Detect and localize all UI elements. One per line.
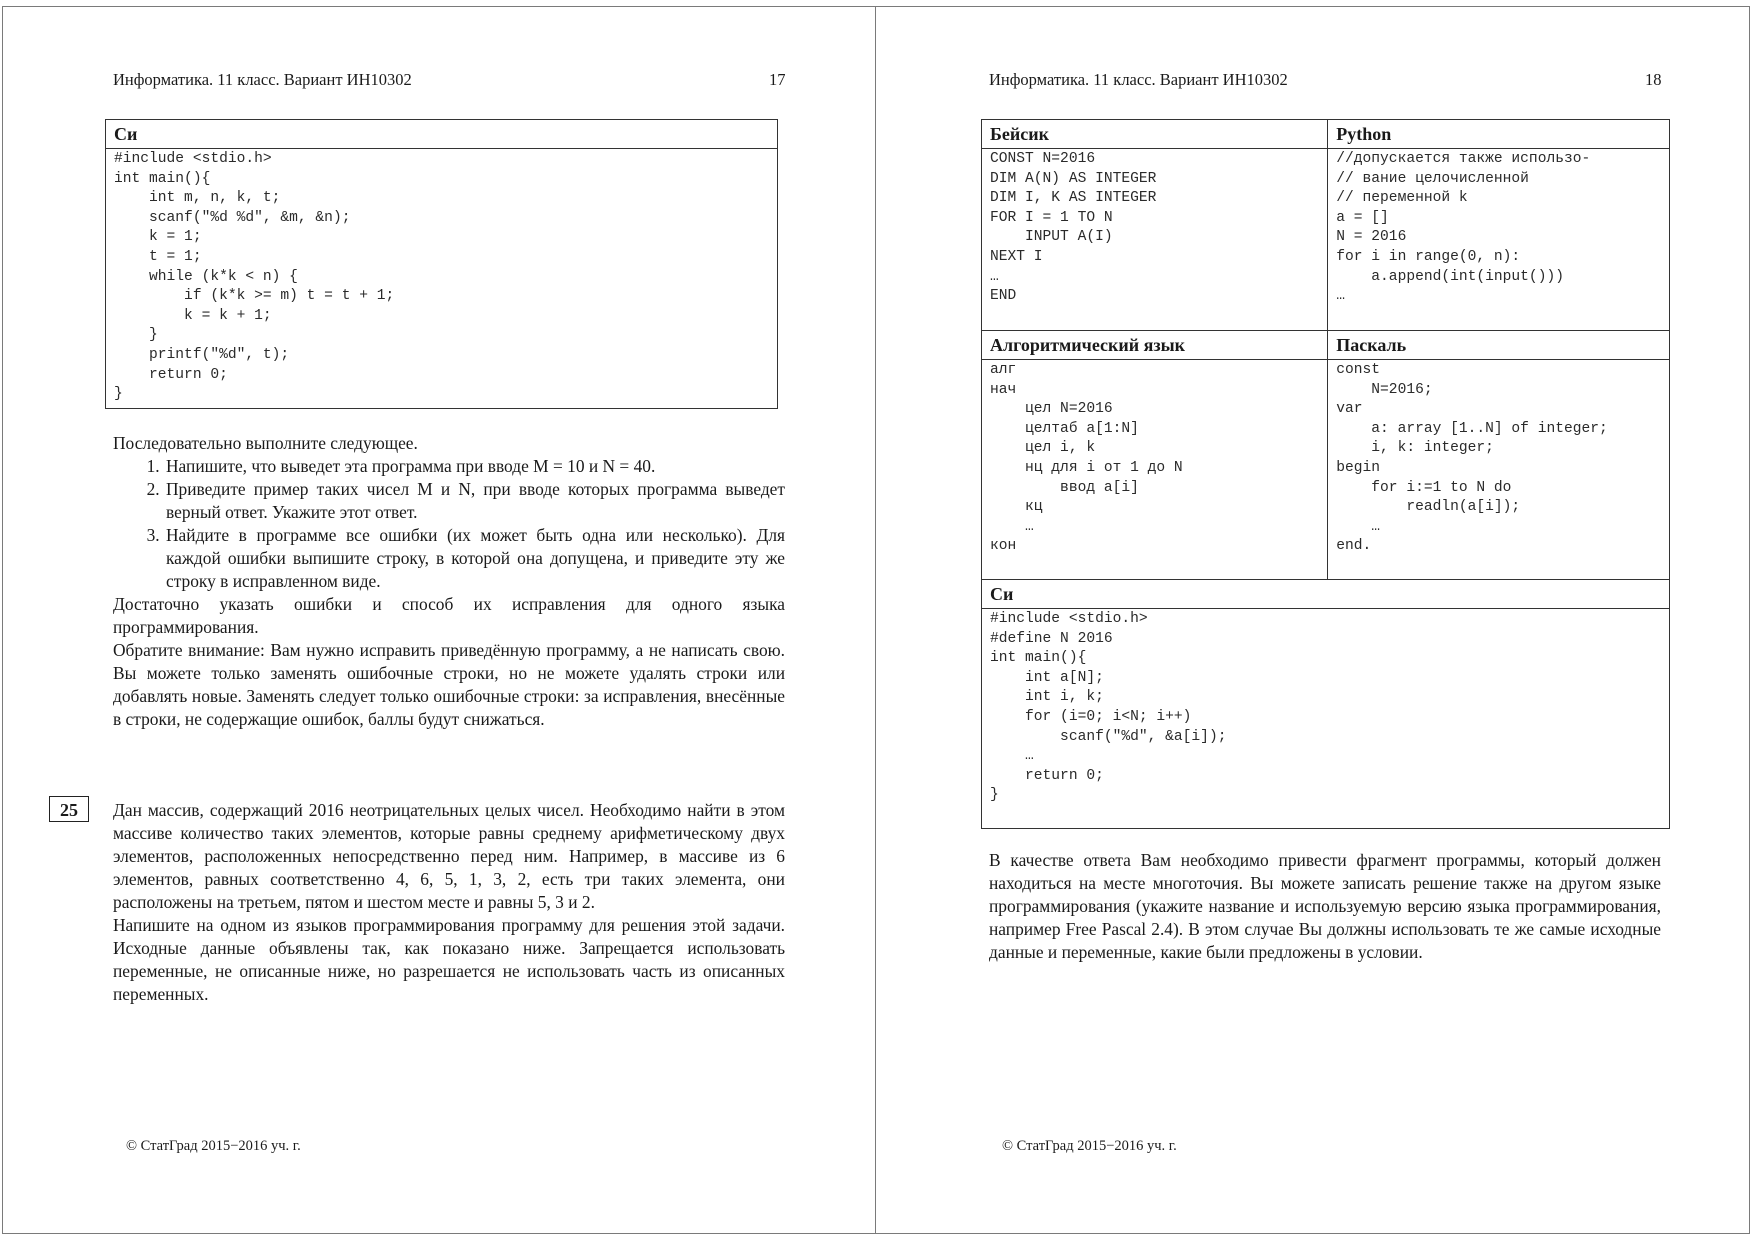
pascal-title: Паскаль <box>1328 331 1670 360</box>
paragraph: Напишите на одном из языков программирования программу для решения этой задачи. Исходные данные объявлены так, как показано ниже. Запрещается использовать переменные, не описанные ниже, но разрешается не использовать часть из описанных переменных. <box>113 915 785 1004</box>
paragraph: Обратите внимание: Вам нужно исправить приведённую программу, а не написать свою. Вы можете только заменять ошибочные строки, но не можете удалять строки или добавлять новые. Заменять следует только ошибочные строки: за исправления, внесённые в строки, не содержащие ошибок, баллы будут снижаться. <box>113 640 785 729</box>
task-list <box>113 455 785 593</box>
page-footer: © СтатГрад 2015−2016 уч. г. <box>126 1138 301 1154</box>
task-item: 3. Найдите в программе все ошибки (их может быть одна или несколько). Для каждой ошибки выпишите строку, в которой она допущена, и приведите эту же строку в исправленном виде. <box>164 524 785 593</box>
basic-code: CONST N=2016 DIM A(N) AS INTEGER DIM I, K AS INTEGER FOR I = 1 TO N INPUT A(I) NEXT I … END <box>990 151 1157 305</box>
task-item: 1. Напишите, что выведет эта программа при вводе M = 10 и N = 40. <box>164 455 785 478</box>
c-code: #include <stdio.h> int main(){ int m, n, k, t; scanf("%d %d", &m, &n); k = 1; t = 1; while (k*k < n) { if (k*k >= m) t = t + 1; k = k + 1; } printf("%d", t); return 0; } <box>114 151 395 403</box>
intro-text: Последовательно выполните следующее. <box>113 433 418 453</box>
left-page <box>0 0 875 1239</box>
c-title: Си <box>982 580 1670 609</box>
task-24-instructions <box>113 432 785 731</box>
page-header: Информатика. 11 класс. Вариант ИН10302 <box>113 70 412 89</box>
python-code: //допускается также использо- // вание целочисленной // переменной k a = [] N = 2016 for i in range(0, n): a.append(int(input())) … <box>1336 151 1591 305</box>
algo-code: алг нач цел N=2016 целтаб a[1:N] цел i, k нц для i от 1 до N ввод a[i] кц … кон <box>990 362 1183 555</box>
pascal-code: const N=2016; var a: array [1..N] of integer; i, k: integer; begin for i:=1 to N do readln(a[i]); … end. <box>1336 362 1608 555</box>
answer-instructions: В качестве ответа Вам необходимо привести фрагмент программы, который должен находиться на месте многоточия. Вы можете записать решение также на другом языке программирования (укажите название и используемую версию языка программирования, например Free Pascal 2.4). В этом случае Вы должны использовать те же самые исходные данные и переменные, какие были предложены в условии. <box>989 850 1661 962</box>
language-code-table <box>981 119 1670 829</box>
python-title: Python <box>1328 120 1670 149</box>
algo-title: Алгоритмический язык <box>982 331 1328 360</box>
task-item: 2. Приведите пример таких чисел M и N, при вводе которых программа выведет верный ответ. Укажите этот ответ. <box>164 478 785 524</box>
page-number: 17 <box>769 70 786 89</box>
basic-title: Бейсик <box>982 120 1328 149</box>
c-code: #include <stdio.h> #define N 2016 int main(){ int a[N]; int i, k; for (i=0; i<N; i++) scanf("%d", &a[i]); … return 0; } <box>990 611 1227 804</box>
page-header: Информатика. 11 класс. Вариант ИН10302 <box>989 70 1288 89</box>
right-page <box>876 0 1754 1239</box>
page-number: 18 <box>1645 70 1662 89</box>
task-number-badge: 25 <box>49 796 89 822</box>
page-footer: © СтатГрад 2015−2016 уч. г. <box>1002 1138 1177 1154</box>
paragraph: Достаточно указать ошибки и способ их исправления для одного языка программирования. <box>113 594 785 637</box>
code-table-title: Си <box>106 120 778 149</box>
task-25-text <box>113 799 785 1006</box>
paragraph: Дан массив, содержащий 2016 неотрицательных целых чисел. Необходимо найти в этом массиве количество таких элементов, которые равны среднему арифметическому двух элементов, расположенных непосредственно перед ним. Например, в массиве из 6 элементов, равных соответственно 4, 6, 5, 1, 3, 2, есть три таких элемента, они расположены на третьем, пятом и шестом месте и равны 5, 3 и 2. <box>113 800 785 912</box>
c-code-table <box>105 119 778 409</box>
